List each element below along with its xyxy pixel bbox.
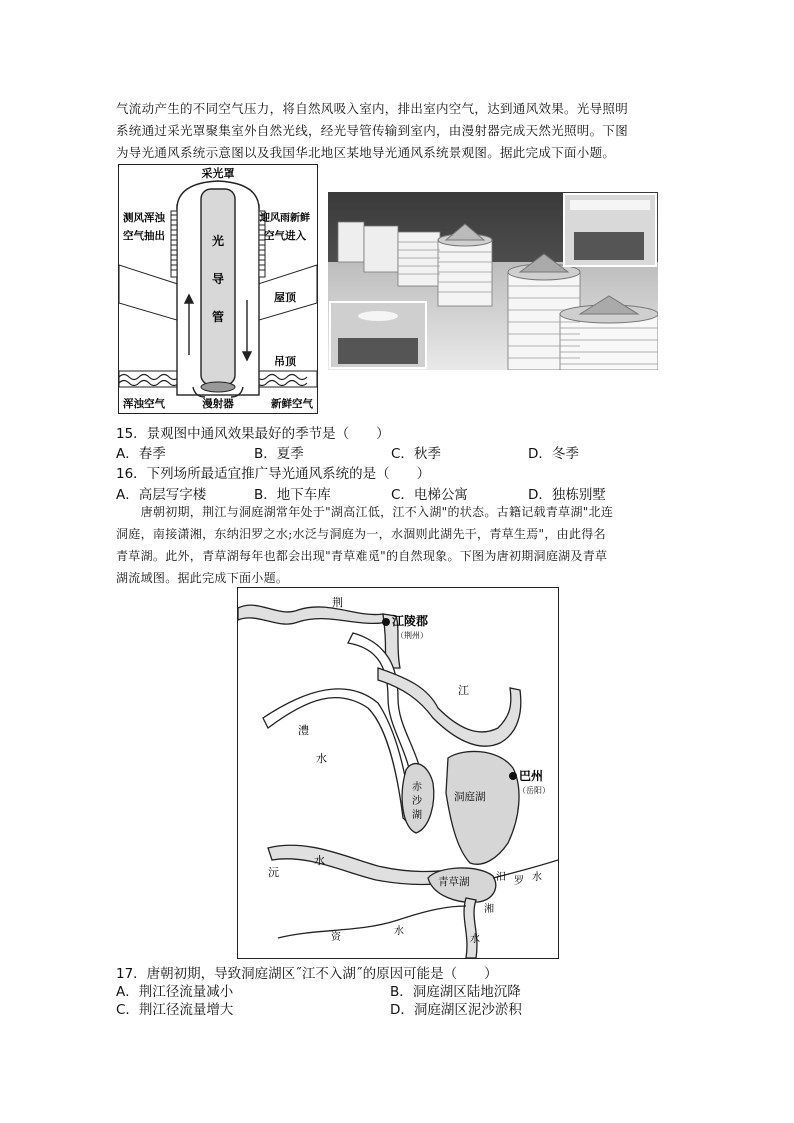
q16-option-a[interactable]: A．高层写字楼 [116, 487, 207, 503]
intro-line: 气流动产生的不同空气压力，将自然风吸入室内，排出室内空气，达到通风效果。光导照明 [116, 101, 629, 116]
map-label-yuan-2: 水 [314, 854, 325, 867]
tube-char: 光 [211, 234, 225, 248]
q17-option-b[interactable]: B．洞庭湖区陆地沉降 [390, 984, 521, 1000]
dongting-lake-map [237, 587, 559, 959]
q15-option-a[interactable]: A．春季 [116, 446, 166, 462]
intro-line: 为导光通风系统示意图以及我国华北地区某地导光通风系统景观图。据此完成下面小题。 [116, 145, 616, 160]
map-label-yueyang: （岳阳） [518, 786, 550, 795]
map-label-chisha-1: 赤 [412, 782, 422, 793]
question-16-stem: 16．下列场所最适宜推广导光通风系统的是（ ） [116, 466, 431, 482]
tube-char: 导 [211, 272, 225, 286]
map-label-zi-2: 水 [394, 926, 404, 937]
map-label-li-1: 澧 [298, 724, 309, 737]
tube-char: 管 [211, 310, 225, 324]
map-label-li-2: 水 [316, 752, 327, 765]
label-diffuser: 漫射器 [202, 398, 234, 410]
q15-option-d[interactable]: D．冬季 [528, 446, 579, 462]
label-intake-2: 空气进入 [264, 230, 306, 242]
light-guide-ventilation-diagram [118, 164, 318, 414]
map-label-jiang: 江 [458, 684, 469, 697]
map-label-miluo-3: 水 [532, 872, 542, 883]
label-stale-air: 浑浊空气 [123, 398, 165, 410]
map-label-bazhou: 巴州 [519, 769, 544, 783]
q16-option-c[interactable]: C．电梯公寓 [391, 487, 468, 503]
intro-paragraph-1 [116, 98, 676, 164]
label-collector: 采光罩 [201, 167, 235, 180]
q16-option-b[interactable]: B．地下车库 [254, 487, 331, 503]
label-intake-1: 迎风雨新鲜 [260, 213, 310, 224]
q16-option-d[interactable]: D．独栋别墅 [528, 487, 606, 503]
map-label-chisha-3: 湖 [412, 810, 422, 821]
q15-option-b[interactable]: B．夏季 [254, 446, 304, 462]
intro-line: 洞庭，南接潇湘，东纳汨罗之水;水泛与洞庭为一，水涸则此湖先干，青草生焉"，由此得名 [116, 527, 606, 541]
map-label-zi-1: 资 [331, 932, 341, 943]
q17-option-a[interactable]: A．荆江径流量减小 [116, 984, 234, 1000]
intro-paragraph-2 [116, 501, 676, 589]
intro-line: 唐朝初期，荆江与洞庭湖常年处于"湖高江低，江不入湖"的状态。古籍记载青草湖"北连 [116, 505, 614, 519]
intro-line: 系统通过采光罩聚集室外自然光线，经光导管传输到室内，由漫射器完成天然光照明。下图 [116, 123, 629, 138]
map-label-xiang-2: 水 [470, 934, 480, 945]
q15-option-c[interactable]: C．秋季 [391, 446, 441, 462]
intro-line: 湖流域图。据此完成下面小题。 [116, 571, 289, 585]
map-label-jing: 荆 [332, 596, 343, 609]
map-label-yuan-1: 沅 [268, 866, 279, 879]
question-17-stem: 17．唐朝初期，导致洞庭湖区˝江不入湖˝的原因可能是（ ） [116, 966, 498, 982]
map-label-chisha-2: 沙 [412, 796, 422, 807]
intro-line: 青草湖。此外，青草湖每年也都会出现"青草难觅"的自然现象。下图为唐初期洞庭湖及青草 [116, 549, 608, 563]
map-label-jingzhou: （荆州） [396, 631, 428, 640]
map-label-dongting: 洞庭湖 [454, 791, 486, 803]
map-label-xiang-1: 湘 [484, 904, 494, 915]
map-label-miluo-2: 罗 [514, 876, 524, 887]
label-exhaust-2: 空气抽出 [123, 230, 165, 242]
map-label-qingcao: 青草湖 [438, 876, 470, 888]
map-label-jiangling: 江陵郡 [392, 614, 429, 628]
label-fresh-air: 新鲜空气 [271, 398, 313, 410]
label-exhaust-1: 测风浑浊 [123, 212, 165, 224]
map-label-miluo-1: 汨 [496, 872, 506, 883]
landscape-photo [328, 192, 658, 370]
label-ceiling: 吊顶 [274, 355, 296, 368]
q17-option-d[interactable]: D．洞庭湖区泥沙淤积 [390, 1002, 522, 1018]
q17-option-c[interactable]: C．荆江径流量增大 [116, 1002, 234, 1018]
question-15-stem: 15．景观图中通风效果最好的季节是（ ） [116, 426, 390, 442]
label-roof: 屋顶 [274, 291, 296, 304]
